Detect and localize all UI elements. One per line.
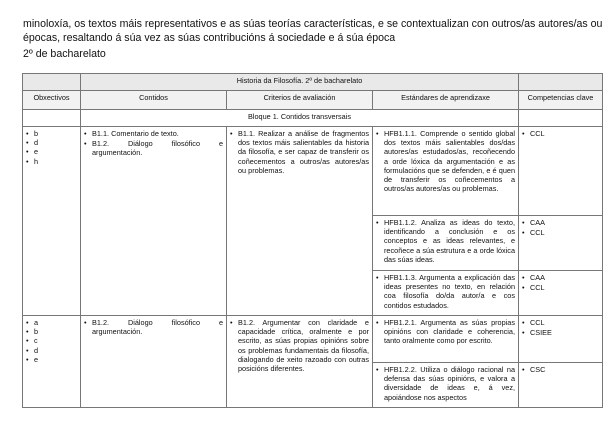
- header-objectives: Obxectivos: [23, 91, 81, 110]
- standard-cell: [373, 127, 519, 216]
- competences-cell: [519, 216, 603, 271]
- objective-item: • c: [26, 336, 77, 345]
- standard-cell: [373, 216, 519, 271]
- objective-item: • b: [26, 327, 77, 336]
- table-header-row: [23, 91, 603, 110]
- header-contents: Contidos: [81, 91, 227, 110]
- competence-item: • CAA: [522, 218, 599, 227]
- content-item: • B1.1. Comentario de texto.: [84, 129, 223, 138]
- competence-item: • CCL: [522, 283, 599, 292]
- header-competences: Competencias clave: [519, 91, 603, 110]
- competence-item: • CCL: [522, 228, 599, 237]
- competences-cell: [519, 363, 603, 408]
- competences-cell: [519, 316, 603, 363]
- table-title: Historia da Filosofía. 2º de bacharelato: [81, 74, 519, 91]
- header-criteria: Criterios de avaliación: [227, 91, 373, 110]
- objective-item: • d: [26, 138, 77, 147]
- content-item: • B1.2. Diálogo filosófico e argumentación.: [84, 318, 223, 336]
- standard-cell: [373, 363, 519, 408]
- objective-item: • h: [26, 157, 77, 166]
- block-title: Bloque 1. Contidos transversais: [81, 110, 519, 127]
- competence-item: • CSC: [522, 365, 599, 374]
- header-standards: Estándares de aprendizaxe: [373, 91, 519, 110]
- table-row: [23, 127, 603, 216]
- criterion-cell: [227, 127, 373, 316]
- intro-paragraph: minoloxía, os textos máis representativos e as súas teorías características, e se contextualizan con outros/as autores/as ou épocas, resaltando á súa vez as súas contribucións á sociedade e á súa época: [23, 17, 603, 44]
- criterion-cell: [227, 316, 373, 408]
- competence-item: • CAA: [522, 273, 599, 282]
- competences-cell: [519, 127, 603, 216]
- standard-text: • HFB1.2.2. Utiliza o diálogo racional na defensa das súas opinións, e valora a diversidade de ideas e, á vez, apoiándose nos aspectos: [376, 365, 515, 402]
- curriculum-table: [22, 73, 603, 408]
- contents-cell: [81, 127, 227, 316]
- contents-cell: [81, 316, 227, 408]
- standard-cell: [373, 316, 519, 363]
- standard-text: • HFB1.2.1. Argumenta as súas propias opinións con claridade e coherencia, tanto oralmente como por escrito.: [376, 318, 515, 346]
- competence-item: • CSIEE: [522, 328, 599, 337]
- competences-cell: [519, 271, 603, 316]
- criterion-text: • B1.2. Argumentar con claridade e capacidade crítica, oralmente e por escrito, as súas propias opinións sobre os problemas fundamentais da filosofía, dialogando de xeito razoado con outras posicións diferentes.: [230, 318, 369, 373]
- criterion-text: • B1.1. Realizar a análise de fragmentos dos textos máis salientables da historia da filosofía, e ser capaz de transferir os coñecementos a outros/as autores/as ou problemas.: [230, 129, 369, 175]
- objectives-cell: [23, 127, 81, 316]
- table-row: [23, 316, 603, 363]
- objective-item: • e: [26, 355, 77, 364]
- standard-cell: [373, 271, 519, 316]
- objectives-cell: [23, 316, 81, 408]
- content-item: • B1.2. Diálogo filosófico e argumentación.: [84, 139, 223, 157]
- objective-item: • a: [26, 318, 77, 327]
- standard-text: • HFB1.1.1. Comprende o sentido global dos textos máis salientables dos/das autores/as estudados/as, recoñecendo a orde lóxica da argumentación e as formulacións que se defenden, e é quen de transferir os coñecementos a outros/as autores/as ou problemas.: [376, 129, 515, 193]
- objective-item: • e: [26, 147, 77, 156]
- standard-text: • HFB1.1.3. Argumenta a explicación das ideas presentes no texto, en relación coa filosofía do/da autor/a e cos contidos estudados.: [376, 273, 515, 310]
- table-title-row: [23, 74, 603, 91]
- course-level-heading: 2º de bacharelato: [23, 48, 106, 60]
- objective-item: • d: [26, 346, 77, 355]
- block-row: [23, 110, 603, 127]
- competence-item: • CCL: [522, 318, 599, 327]
- standard-text: • HFB1.1.2. Analiza as ideas do texto, identificando a conclusión e os conceptos e as ideas relevantes, e recoñece a súa estrutura e a orde lóxica das súas ideas.: [376, 218, 515, 264]
- objective-item: • b: [26, 129, 77, 138]
- competence-item: • CCL: [522, 129, 599, 138]
